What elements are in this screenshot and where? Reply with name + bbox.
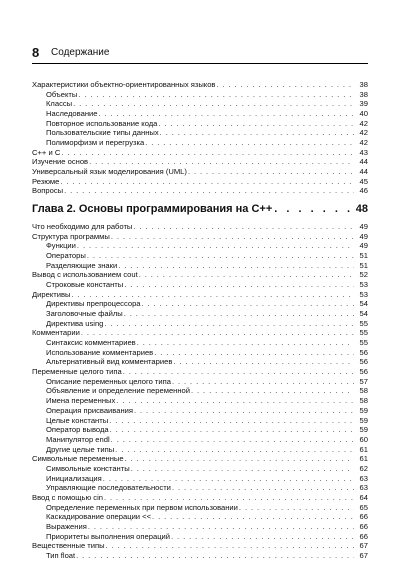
toc-entry-page: 39 bbox=[359, 99, 368, 109]
toc-entry-title: Манипулятор endl bbox=[46, 434, 110, 444]
toc-entry-title: Объявление и определение переменной bbox=[46, 386, 191, 396]
leader-dots bbox=[111, 435, 354, 445]
toc-entry-title: Комментарии bbox=[32, 328, 80, 338]
toc-entry bbox=[32, 119, 368, 129]
toc-entry-title: Что необходимо для работы bbox=[32, 222, 133, 232]
toc-entry-title: Наследование bbox=[46, 109, 98, 119]
toc-entry-page: 54 bbox=[359, 299, 368, 309]
toc-entry bbox=[32, 338, 368, 348]
toc-entry-title: Синтаксис комментариев bbox=[46, 338, 136, 348]
leader-dots bbox=[111, 232, 354, 242]
toc-entry-page: 59 bbox=[359, 425, 368, 435]
toc-entry-title: Имена переменных bbox=[46, 396, 116, 406]
toc-entry-page: 59 bbox=[359, 415, 368, 425]
toc-entry-page: 40 bbox=[359, 109, 368, 119]
toc-entry-page: 56 bbox=[359, 347, 368, 357]
leader-dots bbox=[109, 416, 354, 426]
toc-entry-title: Приоритеты выполнения операций bbox=[46, 531, 171, 541]
toc-entry-title: Переменные целого типа bbox=[32, 367, 122, 377]
leader-dots bbox=[172, 483, 354, 493]
toc-entry-page: 66 bbox=[359, 521, 368, 531]
toc-entry-page: 38 bbox=[359, 80, 368, 89]
toc-entry-title: Классы bbox=[46, 99, 73, 109]
toc-entry-title: Другие целые типы bbox=[46, 444, 115, 454]
toc-entry-page: 45 bbox=[359, 176, 368, 186]
leader-dots bbox=[115, 445, 354, 455]
toc-entry-title: Строковые константы bbox=[46, 280, 124, 290]
leader-dots bbox=[110, 425, 354, 435]
leader-dots bbox=[131, 464, 354, 474]
toc-entry bbox=[32, 232, 368, 242]
toc-entry-page: 49 bbox=[359, 241, 368, 251]
leader-dots bbox=[142, 299, 354, 309]
toc-entry bbox=[32, 454, 368, 464]
toc-entry bbox=[32, 541, 368, 551]
toc-entry-page: 49 bbox=[359, 222, 368, 232]
leader-dots bbox=[125, 454, 354, 464]
leader-dots bbox=[137, 338, 354, 348]
toc-entry-page: 58 bbox=[359, 396, 368, 406]
toc-entry bbox=[32, 416, 368, 426]
toc-entry-page: 67 bbox=[359, 541, 368, 551]
chapter-heading bbox=[32, 199, 368, 219]
leader-dots bbox=[171, 532, 354, 542]
toc-entry-title: Операторы bbox=[46, 251, 86, 261]
toc-entry-page: 55 bbox=[359, 338, 368, 348]
toc-entry-title: Директивы bbox=[32, 289, 71, 299]
leader-dots bbox=[64, 186, 354, 196]
toc-entry bbox=[32, 425, 368, 435]
toc-entry bbox=[32, 99, 368, 109]
leader-dots bbox=[77, 241, 354, 251]
toc-entry bbox=[32, 396, 368, 406]
leader-dots bbox=[103, 474, 354, 484]
toc-entry-page: 54 bbox=[359, 309, 368, 319]
toc-entry-page: 61 bbox=[359, 454, 368, 464]
toc-entry bbox=[32, 493, 368, 503]
leader-dots bbox=[188, 167, 354, 177]
running-title: Содержание bbox=[51, 47, 110, 58]
toc-entry bbox=[32, 483, 368, 493]
toc-entry-title: Символьные переменные bbox=[32, 454, 124, 464]
leader-dots bbox=[160, 128, 354, 138]
leader-dots bbox=[78, 90, 354, 100]
toc-entry bbox=[32, 319, 368, 329]
toc-entry-title: Альтернативный вид комментариев bbox=[46, 357, 173, 367]
leader-dots bbox=[145, 138, 354, 148]
toc-entry-page: 56 bbox=[359, 367, 368, 377]
leader-dots bbox=[152, 512, 354, 522]
toc-entry-page: 64 bbox=[359, 492, 368, 502]
toc-entry-title: Управляющие последовательности bbox=[46, 483, 171, 493]
toc-entry bbox=[32, 357, 368, 367]
leader-dots bbox=[124, 280, 354, 290]
leader-dots bbox=[133, 222, 354, 232]
toc-entry bbox=[32, 522, 368, 532]
toc-entry-page: 49 bbox=[359, 231, 368, 241]
toc-entry-page: 55 bbox=[359, 318, 368, 328]
toc-entry-title: Разделяющие знаки bbox=[46, 260, 118, 270]
toc-entry-page: 62 bbox=[359, 463, 368, 473]
toc-entry-title: Тип float bbox=[46, 550, 76, 560]
toc-entry-page: 44 bbox=[359, 167, 368, 177]
toc-entry bbox=[32, 367, 368, 377]
chapter-page: 48 bbox=[355, 203, 368, 216]
leader-dots bbox=[239, 503, 354, 513]
toc-entry-page: 55 bbox=[359, 328, 368, 338]
toc-entry-page: 38 bbox=[359, 89, 368, 99]
toc-entry-title: Выражения bbox=[46, 521, 87, 531]
toc-entry bbox=[32, 474, 368, 484]
toc-entry bbox=[32, 222, 368, 232]
header-rule bbox=[32, 63, 368, 64]
toc-entry bbox=[32, 138, 368, 148]
toc-entry-page: 53 bbox=[359, 289, 368, 299]
toc-entry-title: Целые константы bbox=[46, 415, 109, 425]
toc-entry-page: 61 bbox=[359, 444, 368, 454]
toc-entry-page: 63 bbox=[359, 483, 368, 493]
toc-entry-title: Описание переменных целого типа bbox=[46, 376, 171, 386]
leader-dots bbox=[173, 357, 354, 367]
table-of-contents bbox=[32, 80, 368, 561]
leader-dots bbox=[73, 99, 354, 109]
leader-dots bbox=[118, 261, 354, 271]
leader-dots bbox=[139, 270, 354, 280]
toc-entry bbox=[32, 464, 368, 474]
toc-entry-page: 42 bbox=[359, 118, 368, 128]
toc-entry-page: 58 bbox=[359, 386, 368, 396]
leader-dots bbox=[116, 396, 354, 406]
leader-dots bbox=[191, 386, 354, 396]
leader-dots bbox=[71, 290, 354, 300]
toc-entry bbox=[32, 270, 368, 280]
leader-dots bbox=[124, 309, 354, 319]
toc-entry bbox=[32, 148, 368, 158]
running-header bbox=[32, 45, 368, 61]
leader-dots bbox=[61, 148, 354, 158]
toc-entry-page: 57 bbox=[359, 376, 368, 386]
toc-entry-page: 66 bbox=[359, 531, 368, 541]
toc-entry-page: 56 bbox=[359, 357, 368, 367]
toc-entry-page: 52 bbox=[359, 270, 368, 280]
toc-entry-page: 60 bbox=[359, 434, 368, 444]
toc-entry-page: 42 bbox=[359, 128, 368, 138]
toc-entry-title: Функции bbox=[46, 241, 76, 251]
toc-entry-title: Повторное использование кода bbox=[46, 118, 158, 128]
toc-entry-title: Структура программы bbox=[32, 231, 110, 241]
toc-entry-title: Заголовочные файлы bbox=[46, 309, 123, 319]
toc-entry bbox=[32, 109, 368, 119]
toc-entry-page: 59 bbox=[359, 405, 368, 415]
toc-entry-page: 46 bbox=[359, 186, 368, 196]
toc-entry bbox=[32, 251, 368, 261]
toc-entry bbox=[32, 512, 368, 522]
leader-dots bbox=[104, 493, 354, 503]
toc-entry bbox=[32, 406, 368, 416]
toc-entry-page: 67 bbox=[359, 550, 368, 560]
toc-entry-page: 53 bbox=[359, 280, 368, 290]
leader-dots bbox=[216, 80, 354, 90]
toc-entry-title: Операция присваивания bbox=[46, 405, 134, 415]
page-number: 8 bbox=[32, 45, 40, 60]
leader-dots bbox=[87, 251, 354, 261]
toc-entry bbox=[32, 328, 368, 338]
toc-entry-title: Пользовательские типы данных bbox=[46, 128, 159, 138]
toc-entry-title: Полиморфизм и перегрузка bbox=[46, 138, 145, 148]
leader-dots bbox=[158, 119, 354, 129]
toc-entry-title: Объекты bbox=[46, 89, 78, 99]
toc-entry-title: Инициализация bbox=[46, 473, 102, 483]
toc-entry bbox=[32, 80, 368, 90]
toc-entry-title: Использование комментариев bbox=[46, 347, 154, 357]
toc-entry-page: 65 bbox=[359, 502, 368, 512]
leader-dots bbox=[60, 177, 354, 187]
toc-entry bbox=[32, 157, 368, 167]
toc-entry-title: Оператор вывода bbox=[46, 425, 109, 435]
toc-entry bbox=[32, 377, 368, 387]
chapter-leader-dots bbox=[274, 203, 355, 215]
toc-entry bbox=[32, 445, 368, 455]
toc-entry bbox=[32, 128, 368, 138]
toc-entry bbox=[32, 290, 368, 300]
toc-entry bbox=[32, 90, 368, 100]
leader-dots bbox=[104, 319, 354, 329]
toc-entry-title: Характеристики объектно-ориентированных языков bbox=[32, 80, 216, 89]
toc-entry-title: C++ и C bbox=[32, 147, 61, 157]
leader-dots bbox=[98, 109, 354, 119]
toc-entry-title: Универсальный язык моделирования (UML) bbox=[32, 167, 187, 177]
toc-entry bbox=[32, 348, 368, 358]
toc-entry-title: Ввод с помощью cin bbox=[32, 492, 104, 502]
toc-entry bbox=[32, 186, 368, 196]
leader-dots bbox=[81, 328, 354, 338]
toc-entry-title: Директива using bbox=[46, 318, 104, 328]
toc-entry-page: 63 bbox=[359, 473, 368, 483]
toc-entry-title: Директивы препроцессора bbox=[46, 299, 141, 309]
toc-entry bbox=[32, 435, 368, 445]
toc-entry bbox=[32, 503, 368, 513]
toc-entry-title: Символьные константы bbox=[46, 463, 130, 473]
leader-dots bbox=[88, 522, 354, 532]
toc-entry bbox=[32, 532, 368, 542]
leader-dots bbox=[76, 551, 354, 561]
toc-entry-page: 66 bbox=[359, 512, 368, 522]
toc-entry bbox=[32, 241, 368, 251]
toc-entry-title: Каскадирование операции << bbox=[46, 512, 152, 522]
toc-entry bbox=[32, 309, 368, 319]
toc-entry-page: 51 bbox=[359, 260, 368, 270]
toc-entry-page: 44 bbox=[359, 157, 368, 167]
leader-dots bbox=[134, 406, 354, 416]
leader-dots bbox=[106, 541, 354, 551]
toc-entry-page: 43 bbox=[359, 147, 368, 157]
leader-dots bbox=[123, 367, 354, 377]
toc-entry bbox=[32, 386, 368, 396]
toc-entry bbox=[32, 261, 368, 271]
toc-entry-page: 51 bbox=[359, 251, 368, 261]
toc-entry-page: 42 bbox=[359, 138, 368, 148]
toc-entry bbox=[32, 299, 368, 309]
toc-entry-title: Вещественные типы bbox=[32, 541, 105, 551]
toc-entry-title: Вопросы bbox=[32, 186, 64, 196]
chapter-title: Глава 2. Основы программирования на C++ bbox=[32, 203, 273, 216]
leader-dots bbox=[89, 157, 354, 167]
toc-section-before bbox=[32, 80, 368, 196]
toc-entry-title: Вывод с использованием cout bbox=[32, 270, 138, 280]
toc-section-after bbox=[32, 222, 368, 561]
toc-entry bbox=[32, 177, 368, 187]
toc-entry bbox=[32, 551, 368, 561]
toc-entry-title: Определение переменных при первом использовании bbox=[46, 502, 238, 512]
toc-entry bbox=[32, 280, 368, 290]
toc-entry-title: Изучение основ bbox=[32, 157, 89, 167]
leader-dots bbox=[154, 348, 354, 358]
toc-entry-title: Резюме bbox=[32, 176, 60, 186]
leader-dots bbox=[172, 377, 354, 387]
toc-entry bbox=[32, 167, 368, 177]
